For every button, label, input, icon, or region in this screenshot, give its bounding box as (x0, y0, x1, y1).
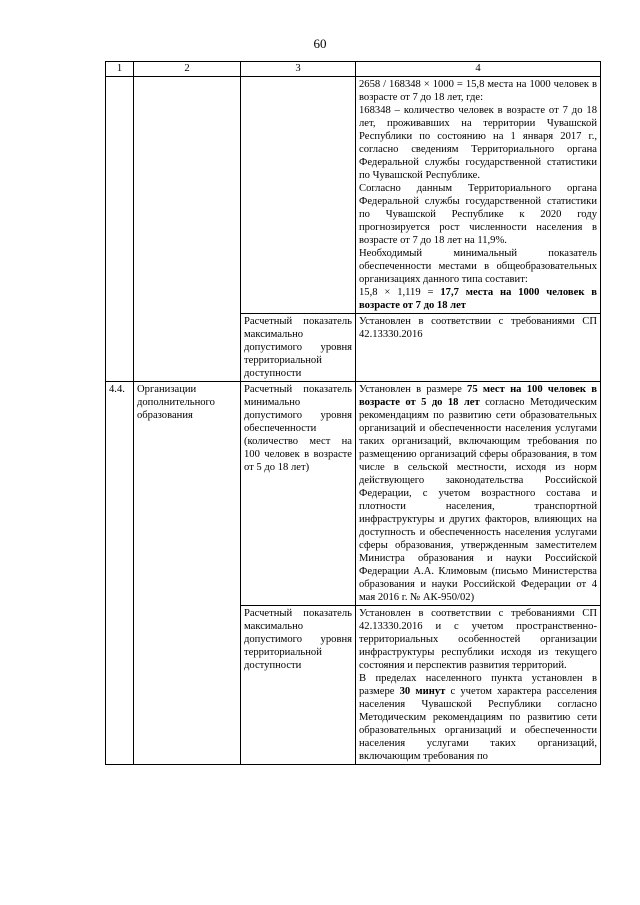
required-indicator-note: Необходимый минимальный показатель обеспеченности местами в общеобразовательных организациях данного типа составит: (359, 248, 597, 285)
column-number-4: 4 (356, 62, 601, 77)
row-number-cell: 4.4. (106, 382, 134, 765)
page-number: 60 (313, 36, 327, 51)
value-suffix: с учетом характера расселения населения Чувашской Республики согласно Методическим рекомендациям по развитию сети образовательных организаций и обеспеченности населения услугами таких организаций, включающим требования по (359, 686, 597, 762)
indicator-cell: Расчетный показатель максимально допустимого уровня территориальной доступности (241, 606, 356, 765)
indicator-cell (241, 77, 356, 314)
indicator-cell: Расчетный показатель максимально допустимого уровня территориальной доступности (241, 314, 356, 382)
column-number-row (106, 62, 601, 77)
indicator-cell: Расчетный показатель минимально допустимого уровня обеспеченности (количество мест на 100 человек в возрасте от 5 до 18 лет) (241, 382, 356, 606)
value-prefix: В пределах населенного пункта установлен в размере (359, 673, 597, 697)
value-text: Установлен в соответствии с требованиями СП 42.13330.2016 (359, 316, 597, 340)
value-bold: 75 мест на 100 человек в возрасте от 5 до 18 лет (359, 384, 597, 408)
table-row (106, 382, 601, 606)
value-text (359, 672, 597, 763)
value-suffix: согласно Методическим рекомендациям по развитию сети образовательных организаций и обеспеченности населения услугами таких организаций, включающим требования по размещению организаций сферы образования, в том числе в сельской местности, исходя из норм действующего законодательства Российской Федерации, с учетом возрастного состава и плотности населения, транспортной инфраструктуры и других факторов, влияющих на доступность и обеспеченность населения услугами сферы образования, утвержденным заместителем Министра образования и науки Российской Федерации А.А. Климовым (письмо Министерства образования и науки Российской Федерации от 4 мая 2016 г. № АК-950/02) (359, 397, 597, 603)
value-text: Установлен в соответствии с требованиями СП 42.13330.2016 и с учетом пространственно-территориальных особенностей организации инфраструктуры республики исходя из текущего состояния и перспектив развития территорий. (359, 608, 597, 671)
result-formula (359, 286, 597, 312)
organization-type-cell: Организации дополнительного образования (134, 382, 241, 765)
table-row (106, 77, 601, 314)
value-cell (356, 382, 601, 606)
value-cell (356, 606, 601, 765)
column-number-3: 3 (241, 62, 356, 77)
value-bold: 30 минут (399, 686, 446, 697)
row-number-cell (106, 77, 134, 382)
value-cell (356, 314, 601, 382)
standards-table (105, 61, 601, 765)
calculation-text: 2658 / 168348 × 1000 = 15,8 места на 1000 человек в возрасте от 7 до 18 лет, где: (359, 79, 597, 103)
organization-type-cell (134, 77, 241, 382)
value-prefix: Установлен в размере (359, 384, 468, 395)
value-text (359, 383, 597, 604)
column-number-1: 1 (106, 62, 134, 77)
value-cell (356, 77, 601, 314)
formula-text: 15,8 × 1,119 = (359, 287, 441, 298)
population-note: 168348 – количество человек в возрасте от 7 до 18 лет, проживавших на территории Чувашской Республики по состоянию на 1 января 2017 г., согласно сведениям Территориального органа Федеральной службы государственной статистики по Чувашской Республике. (359, 105, 597, 181)
column-number-2: 2 (134, 62, 241, 77)
forecast-note: Согласно данным Территориального органа Федеральной службы государственной статистики по Чувашской Республике к 2020 году прогнозируется рост численности населения в возрасте от 7 до 18 лет на 11,9%. (359, 183, 597, 246)
formula-result: 17,7 места на 1000 человек в возрасте от 7 до 18 лет (359, 287, 598, 311)
